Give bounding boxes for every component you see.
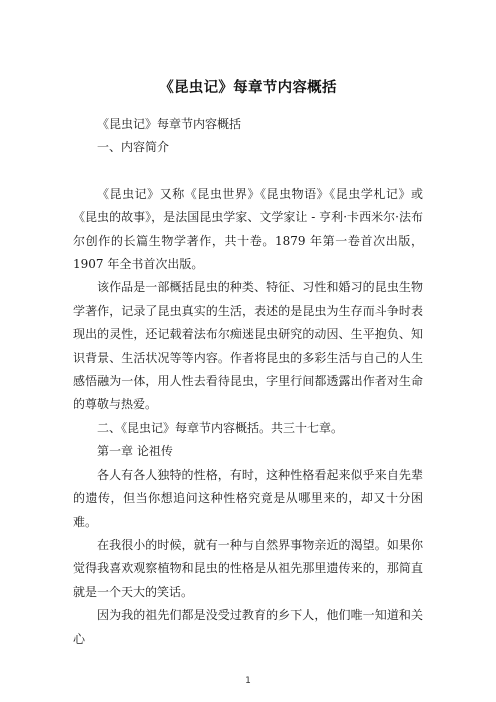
paragraph-chapter1-2: 在我很小的时候，就有一种与自然界事物亲近的渴望。如果你觉得我喜欢观察植物和昆虫的性格是从祖先那里遗传来的，那简直就是一个天大的笑话。 (73, 537, 423, 599)
document-body (73, 113, 423, 651)
document-subtitle: 《昆虫记》每章节内容概括 (97, 117, 242, 131)
chapter-heading: 第一章 论祖传 (97, 444, 173, 459)
page-number: 1 (245, 676, 251, 686)
paragraph-chapter1-3: 因为我的祖先们都是没受过教育的乡下人，他们唯一知道和关心 (73, 608, 423, 646)
paragraph-intro-1: 《昆虫记》又称《昆虫世界》《昆虫物语》《昆虫学札记》或《昆虫的故事》，是法国昆虫学家、文学家让 - 亨利·卡西米尔·法布尔创作的长篇生物学著作，共十卷。1879 年第一卷首次出版，1907 年全书首次出版。 (73, 186, 423, 272)
blank-line (73, 160, 423, 183)
section-heading-intro: 一、内容简介 (97, 140, 170, 155)
paragraph-chapter1-1: 各人有各人独特的性格，有时，这种性格看起来似乎来自先辈的遗传，但当你想追问这种性格究竟是从哪里来的，却又十分困难。 (73, 467, 423, 529)
section-heading-chapters: 二、《昆虫记》每章节内容概括。共三十七章。 (97, 420, 344, 435)
paragraph-intro-2: 该作品是一部概括昆虫的种类、特征、习性和婚习的昆虫生物学著作，记录了昆虫真实的生活，表述的是昆虫为生存而斗争时表现出的灵性，还记载着法布尔痴迷昆虫研究的动因、生平抱负、知识背景、生活状况等等内容。作者将昆虫的多彩生活与自己的人生感悟融为一体，用人性去看待昆虫，字里行间都透露出作者对生命的尊敬与热爱。 (73, 280, 423, 412)
document-title: 《昆虫记》每章节内容概括 (159, 80, 337, 96)
